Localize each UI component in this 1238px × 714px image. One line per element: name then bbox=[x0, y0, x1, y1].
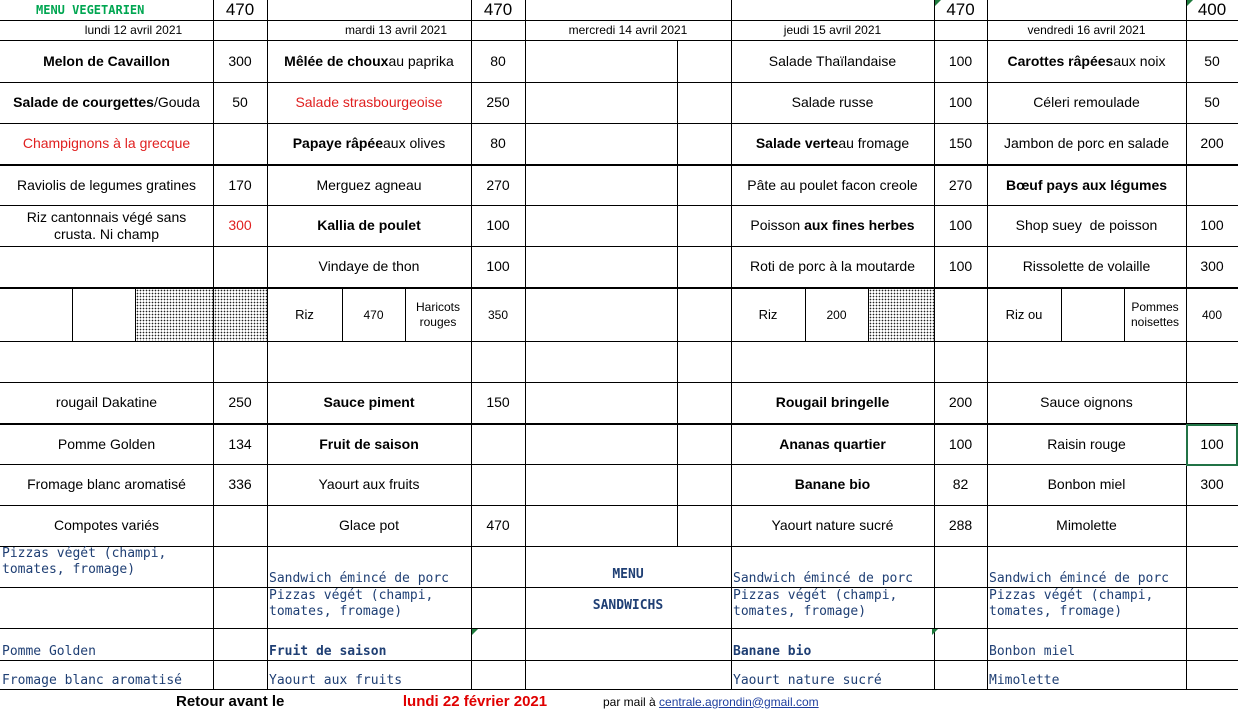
tue-entree-2: Salade strasbourgeoise bbox=[295, 94, 443, 111]
fri-side-a: Riz ou bbox=[1005, 306, 1043, 322]
tue-entree-1-rest: au paprika bbox=[388, 52, 454, 69]
fri-qty-6: 300 bbox=[1200, 258, 1224, 275]
mon-entree-2-rest: /Gouda bbox=[153, 94, 200, 111]
fri-sauce: Sauce oignons bbox=[1040, 394, 1133, 411]
grid-line bbox=[72, 288, 73, 341]
tue-sauce: Sauce piment bbox=[323, 394, 415, 411]
day-header-mon: lundi 12 avril 2021 bbox=[84, 23, 183, 37]
tue-qty-5: 100 bbox=[486, 217, 510, 234]
sandwich-tue-4: Yaourt aux fruits bbox=[269, 672, 403, 688]
thu-sauce: Rougail bringelle bbox=[775, 394, 890, 411]
mon-entree-4: Raviolis de legumes gratines bbox=[17, 176, 196, 193]
total-fri: 400 bbox=[1197, 0, 1227, 20]
tue-dessert-3: Glace pot bbox=[339, 517, 399, 534]
thu-entree-5-bold: aux fines herbes bbox=[804, 217, 915, 234]
thu-qty-6: 100 bbox=[948, 258, 973, 275]
total-mon: 470 bbox=[225, 0, 255, 20]
thu-dessert-3: Yaourt nature sucré bbox=[771, 517, 894, 534]
sandwich-tue-3: Fruit de saison bbox=[269, 643, 387, 659]
fri-side-b: Pommes noisettes bbox=[1130, 300, 1180, 329]
mon-entree-2-bold: Salade de courgettes bbox=[13, 94, 154, 111]
mail-prefix: par mail à bbox=[603, 694, 660, 709]
hatched-cell bbox=[869, 289, 934, 341]
fri-qty-1: 50 bbox=[1204, 52, 1220, 69]
tue-qty-1: 80 bbox=[490, 52, 506, 69]
fri-entree-4: Bœuf pays aux légumes bbox=[1005, 176, 1168, 193]
fri-qty-3: 200 bbox=[1200, 135, 1224, 152]
thu-qty-3: 150 bbox=[948, 135, 973, 152]
mon-entree-1: Melon de Cavaillon bbox=[43, 52, 170, 69]
sandwich-thu-2: Pizzas végét (champi, tomates, fromage) bbox=[733, 588, 898, 620]
sandwich-menu-title-2: SANDWICHS bbox=[592, 597, 664, 613]
thu-entree-5 bbox=[731, 206, 934, 246]
tue-sauce-qty: 150 bbox=[486, 394, 510, 411]
sandwich-thu-4: Yaourt nature sucré bbox=[733, 672, 882, 688]
mon-qty-2: 50 bbox=[232, 94, 248, 111]
sandwich-mon-2: Pomme Golden bbox=[2, 643, 96, 659]
comment-indicator-icon bbox=[932, 629, 938, 635]
thu-dessert-2: Banane bio bbox=[794, 476, 871, 493]
deadline-date: lundi 22 février 2021 bbox=[402, 692, 548, 710]
thu-entree-3-bold: Salade verte bbox=[755, 135, 839, 152]
thu-entree-6: Roti de porc à la moutarde bbox=[750, 258, 915, 275]
sandwich-tue-1: Sandwich émincé de porc bbox=[269, 570, 450, 586]
email-link[interactable]: centrale.agrondin@gmail.com bbox=[659, 694, 819, 709]
fri-qty-2: 50 bbox=[1204, 94, 1220, 111]
fri-entree-1-bold: Carottes râpées bbox=[1007, 52, 1114, 69]
mon-dessert-2: Fromage blanc aromatisé bbox=[27, 476, 186, 493]
comment-indicator-icon bbox=[472, 629, 478, 635]
sandwich-fri-1: Sandwich émincé de porc bbox=[989, 570, 1170, 586]
thu-side-a-qty: 200 bbox=[826, 307, 847, 322]
day-header-wed: mercredi 14 avril 2021 bbox=[568, 23, 688, 37]
tue-entree-6: Vindaye de thon bbox=[318, 258, 420, 275]
thu-dessert-1: Ananas quartier bbox=[779, 435, 886, 452]
thu-entree-1: Salade Thaïlandaise bbox=[768, 52, 897, 69]
thu-entree-4: Pâte au poulet facon creole bbox=[747, 176, 918, 193]
retour-label: Retour avant le bbox=[176, 692, 285, 710]
comment-indicator-icon bbox=[1187, 0, 1193, 6]
thu-dessert-qty-3: 288 bbox=[948, 517, 973, 534]
fri-entree-1 bbox=[987, 41, 1186, 82]
mail-line bbox=[600, 690, 860, 714]
tue-entree-1-bold: Mêlée de choux bbox=[284, 52, 389, 69]
fri-dessert-1: Raisin rouge bbox=[1047, 435, 1126, 452]
fri-entree-6: Rissolette de volaille bbox=[1022, 258, 1151, 275]
sandwich-mon-3: Fromage blanc aromatisé bbox=[2, 672, 183, 688]
mon-qty-5: 300 bbox=[228, 217, 252, 234]
tue-entree-4: Merguez agneau bbox=[316, 176, 422, 193]
mon-entree-2 bbox=[0, 83, 213, 123]
total-tue: 470 bbox=[483, 0, 513, 20]
mon-qty-4: 170 bbox=[228, 176, 252, 193]
thu-dessert-qty-2: 82 bbox=[952, 476, 969, 493]
tue-side-b-qty: 350 bbox=[487, 307, 509, 322]
mon-dessert-qty-2: 336 bbox=[228, 476, 252, 493]
thu-entree-2: Salade russe bbox=[791, 94, 874, 111]
thu-sauce-qty: 200 bbox=[948, 394, 973, 411]
mon-sauce: rougail Dakatine bbox=[55, 394, 158, 411]
thu-entree-3-rest: au fromage bbox=[838, 135, 910, 152]
thu-entree-3 bbox=[731, 124, 934, 164]
thu-qty-4: 270 bbox=[948, 176, 973, 193]
fri-dessert-qty-2: 300 bbox=[1200, 476, 1224, 493]
hatched-cell bbox=[214, 289, 267, 341]
sandwich-tue-2: Pizzas végét (champi, tomates, fromage) bbox=[269, 588, 434, 620]
sandwich-thu-1: Sandwich émincé de porc bbox=[733, 570, 914, 586]
menu-title: MENU VEGETARIEN bbox=[36, 2, 145, 17]
mon-entree-5: Riz cantonnais végé sans crusta. Ni champ bbox=[26, 208, 187, 242]
tue-qty-6: 100 bbox=[486, 258, 510, 275]
thu-side-a: Riz bbox=[758, 306, 778, 322]
mon-dessert-qty-1: 134 bbox=[228, 435, 252, 452]
tue-entree-5: Kallia de poulet bbox=[317, 217, 421, 234]
mon-qty-1: 300 bbox=[228, 52, 252, 69]
sandwich-fri-2: Pizzas végét (champi, tomates, fromage) bbox=[989, 588, 1154, 620]
tue-qty-3: 80 bbox=[490, 135, 506, 152]
thu-entree-5-pre: Poisson bbox=[750, 217, 805, 234]
fri-dessert-2: Bonbon miel bbox=[1047, 476, 1126, 493]
grid-line bbox=[677, 40, 678, 546]
tue-dessert-qty-3: 470 bbox=[486, 517, 510, 534]
fri-dessert-qty-1[interactable]: 100 bbox=[1200, 435, 1224, 452]
fri-entree-5: Shop suey de poisson bbox=[1015, 217, 1158, 234]
tue-entree-1 bbox=[267, 41, 471, 82]
fri-entree-2: Céleri remoulade bbox=[1033, 94, 1140, 111]
total-thu: 470 bbox=[946, 0, 975, 20]
fri-side-b-qty: 400 bbox=[1201, 307, 1223, 322]
sandwich-menu-title-1: MENU bbox=[612, 566, 644, 582]
hatched-cell bbox=[136, 289, 213, 341]
tue-dessert-1: Fruit de saison bbox=[319, 435, 419, 452]
fri-entree-3: Jambon de porc en salade bbox=[1004, 135, 1169, 152]
day-header-tue: mardi 13 avril 2021 bbox=[344, 23, 448, 37]
tue-entree-3 bbox=[267, 124, 471, 164]
fri-dessert-3: Mimolette bbox=[1056, 517, 1117, 534]
sandwich-mon-1: Pizzas végét (champi, tomates, fromage) bbox=[2, 546, 167, 578]
sandwich-fri-3: Bonbon miel bbox=[989, 643, 1076, 659]
mon-dessert-3: Compotes variés bbox=[53, 517, 160, 534]
mon-dessert-1: Pomme Golden bbox=[57, 435, 156, 452]
tue-side-a-qty: 470 bbox=[363, 307, 384, 322]
thu-qty-2: 100 bbox=[948, 94, 973, 111]
mon-sauce-qty: 250 bbox=[228, 394, 252, 411]
fri-entree-1-rest: aux noix bbox=[1113, 52, 1166, 69]
tue-qty-2: 250 bbox=[486, 94, 510, 111]
mon-entree-3: Champignons à la grecque bbox=[22, 135, 191, 152]
tue-qty-4: 270 bbox=[486, 176, 510, 193]
comment-indicator-icon bbox=[935, 0, 941, 6]
tue-side-a: Riz bbox=[295, 306, 314, 322]
day-header-thu: jeudi 15 avril 2021 bbox=[783, 23, 882, 37]
fri-qty-5: 100 bbox=[1200, 217, 1224, 234]
grid-line bbox=[0, 341, 1238, 342]
tue-entree-3-bold: Papaye râpée bbox=[292, 135, 384, 152]
thu-dessert-qty-1: 100 bbox=[948, 435, 973, 452]
day-header-fri: vendredi 16 avril 2021 bbox=[1027, 23, 1146, 37]
sandwich-thu-3: Banane bio bbox=[733, 643, 812, 659]
tue-side-b: Haricots rouges bbox=[415, 300, 460, 329]
thu-qty-1: 100 bbox=[948, 52, 973, 69]
tue-dessert-2: Yaourt aux fruits bbox=[318, 476, 420, 493]
sandwich-fri-4: Mimolette bbox=[989, 672, 1060, 688]
tue-entree-3-rest: aux olives bbox=[383, 135, 446, 152]
thu-qty-5: 100 bbox=[948, 217, 973, 234]
grid-line bbox=[1061, 288, 1062, 341]
